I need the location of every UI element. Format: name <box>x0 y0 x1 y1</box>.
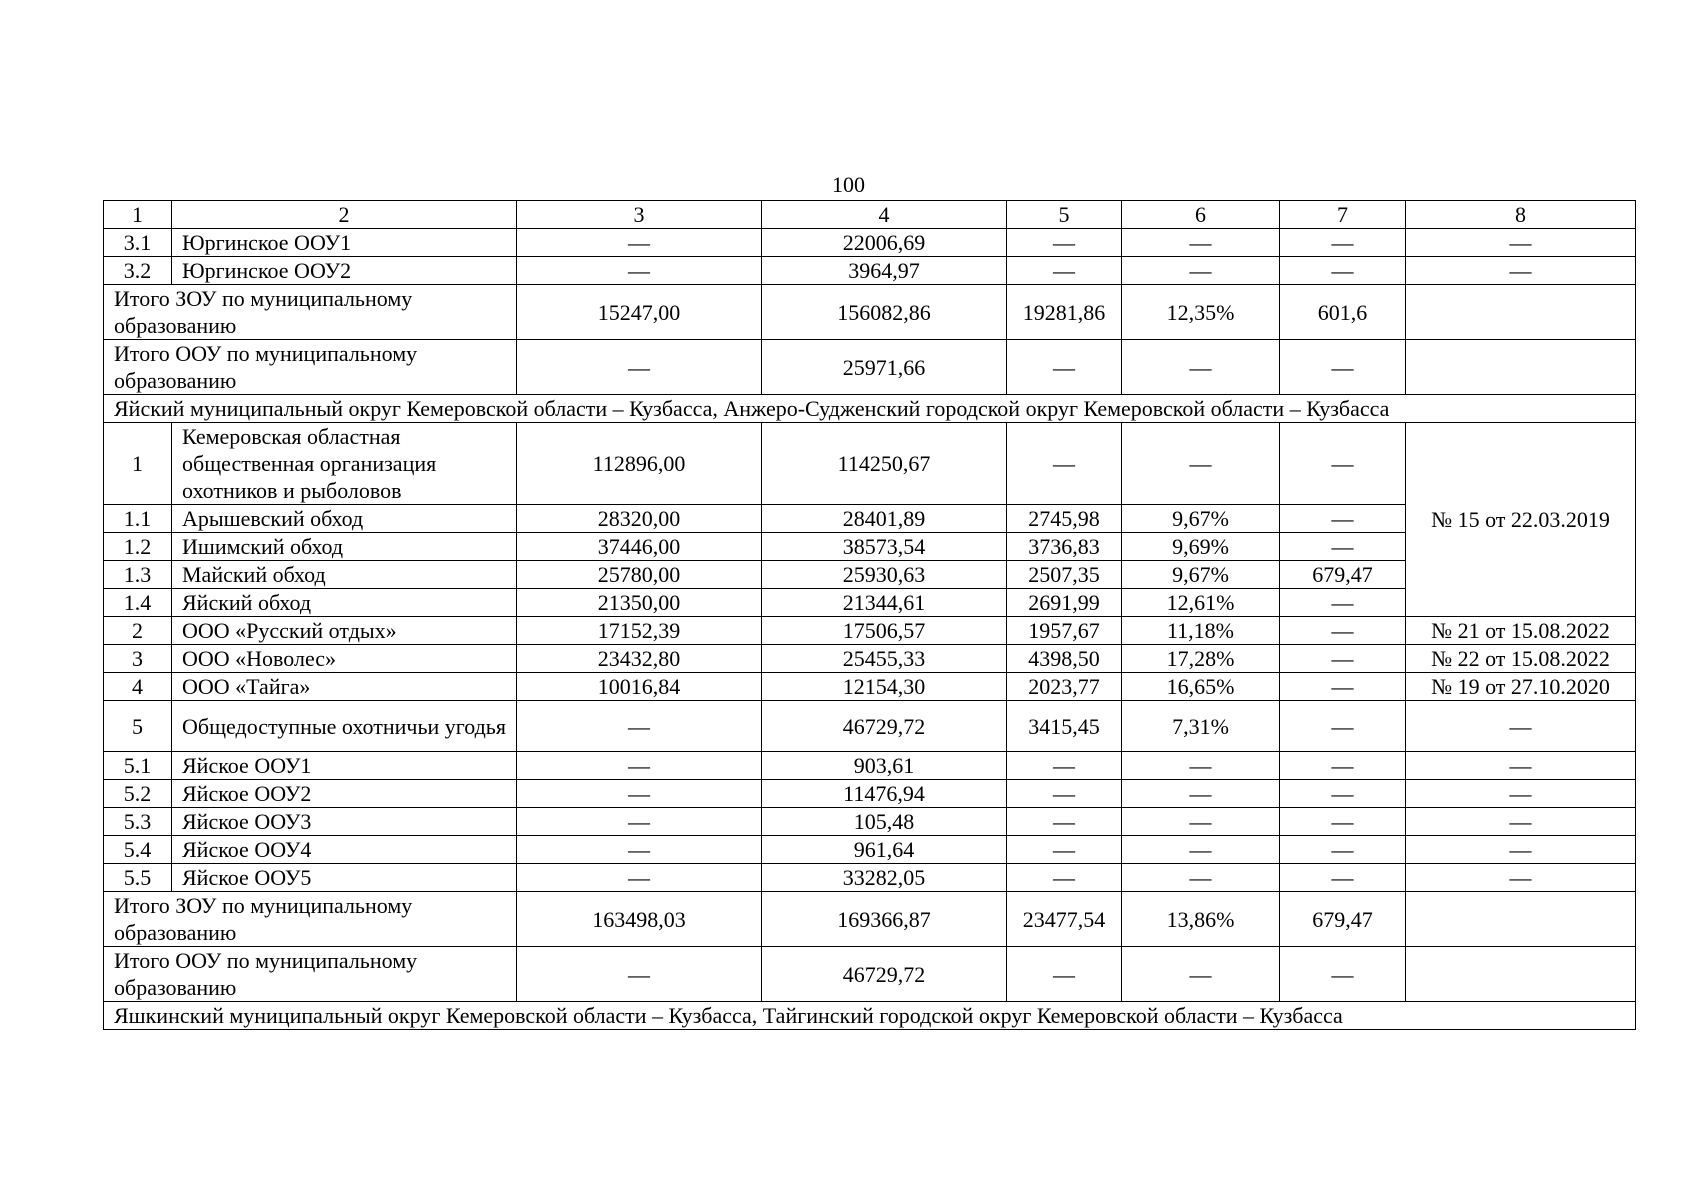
table-cell: 7,31% <box>1122 701 1280 752</box>
table-cell: 17152,39 <box>517 617 762 645</box>
table-cell: 5.2 <box>104 780 172 808</box>
table-cell: 28401,89 <box>762 505 1007 533</box>
table-cell: 9,67% <box>1122 505 1280 533</box>
table-row <box>104 780 1636 808</box>
table-cell: 5.1 <box>104 752 172 780</box>
table-cell: — <box>1280 505 1406 533</box>
table-cell: — <box>1122 836 1280 864</box>
table-row <box>104 701 1636 752</box>
table-cell: 1.4 <box>104 589 172 617</box>
table-cell: — <box>1406 701 1636 752</box>
table-cell: — <box>1280 752 1406 780</box>
table-cell: 9,69% <box>1122 533 1280 561</box>
table-cell: — <box>1007 808 1122 836</box>
table-row <box>104 423 1636 505</box>
table-cell: 11,18% <box>1122 617 1280 645</box>
table-cell: 25780,00 <box>517 561 762 589</box>
table-cell: — <box>517 808 762 836</box>
table-cell: 21344,61 <box>762 589 1007 617</box>
table-cell: — <box>1280 589 1406 617</box>
table-cell: 114250,67 <box>762 423 1007 505</box>
table-cell: № 22 от 15.08.2022 <box>1406 645 1636 673</box>
table-cell: — <box>1122 864 1280 892</box>
table-cell: 17,28% <box>1122 645 1280 673</box>
ground-name: Майский обход <box>172 561 517 589</box>
total-value: 13,86% <box>1122 892 1280 947</box>
table-cell: — <box>1406 780 1636 808</box>
table-cell: 23432,80 <box>517 645 762 673</box>
table-cell: 2023,77 <box>1007 673 1122 701</box>
table-cell: — <box>1406 257 1636 285</box>
total-row <box>104 285 1636 340</box>
table-cell: 46729,72 <box>762 701 1007 752</box>
total-row <box>104 947 1636 1002</box>
table-cell: 25930,63 <box>762 561 1007 589</box>
ground-name: ООО «Новолес» <box>172 645 517 673</box>
column-number-3: 3 <box>517 201 762 229</box>
table-cell: 12154,30 <box>762 673 1007 701</box>
table-cell: — <box>1007 423 1122 505</box>
total-value: 169366,87 <box>762 892 1007 947</box>
table-cell: 679,47 <box>1280 561 1406 589</box>
table-cell: 3415,45 <box>1007 701 1122 752</box>
table-cell: 3964,97 <box>762 257 1007 285</box>
table-cell: 105,48 <box>762 808 1007 836</box>
column-number-7: 7 <box>1280 201 1406 229</box>
table-row <box>104 864 1636 892</box>
table-row <box>104 617 1636 645</box>
table-row <box>104 808 1636 836</box>
table-cell: — <box>1007 752 1122 780</box>
hunting-grounds-table <box>103 200 1636 1030</box>
table-cell: — <box>1280 780 1406 808</box>
total-value: 25971,66 <box>762 340 1007 395</box>
column-number-1: 1 <box>104 201 172 229</box>
table-cell: 17506,57 <box>762 617 1007 645</box>
table-row <box>104 229 1636 257</box>
table-cell: — <box>1007 780 1122 808</box>
column-number-5: 5 <box>1007 201 1122 229</box>
total-value: 601,6 <box>1280 285 1406 340</box>
total-value: 23477,54 <box>1007 892 1122 947</box>
table-cell: — <box>1406 229 1636 257</box>
table-cell: 5.5 <box>104 864 172 892</box>
table-cell: — <box>517 836 762 864</box>
column-number-2: 2 <box>172 201 517 229</box>
total-label: Итого ООУ по муниципальному образованию <box>104 340 517 395</box>
section-title: Яйский муниципальный округ Кемеровской области – Кузбасса, Анжеро-Судженский городской округ Кемеровской области – Кузбасса <box>104 395 1636 423</box>
table-cell: 1.2 <box>104 533 172 561</box>
table-cell: — <box>517 780 762 808</box>
table-cell: — <box>1280 836 1406 864</box>
table-cell: 1.3 <box>104 561 172 589</box>
table-cell: — <box>1406 864 1636 892</box>
table-row <box>104 257 1636 285</box>
total-value: — <box>1280 947 1406 1002</box>
table-cell: — <box>1406 808 1636 836</box>
total-value: — <box>1122 947 1280 1002</box>
table-cell: 11476,94 <box>762 780 1007 808</box>
table-cell: 1957,67 <box>1007 617 1122 645</box>
table-cell: 2745,98 <box>1007 505 1122 533</box>
table-cell: — <box>1122 257 1280 285</box>
table-cell: № 19 от 27.10.2020 <box>1406 673 1636 701</box>
table-cell: 2 <box>104 617 172 645</box>
ground-name: ООО «Тайга» <box>172 673 517 701</box>
table-cell: — <box>1280 423 1406 505</box>
total-value: 12,35% <box>1122 285 1280 340</box>
table-cell: — <box>1280 645 1406 673</box>
table-cell: — <box>1122 229 1280 257</box>
table-cell: 9,67% <box>1122 561 1280 589</box>
table-cell: — <box>1280 701 1406 752</box>
column-number-4: 4 <box>762 201 1007 229</box>
table-cell: 2507,35 <box>1007 561 1122 589</box>
ground-name: Арышевский обход <box>172 505 517 533</box>
table-cell: — <box>517 701 762 752</box>
ground-name: Ишимский обход <box>172 533 517 561</box>
total-value: — <box>1007 947 1122 1002</box>
total-value: 156082,86 <box>762 285 1007 340</box>
table-cell: 3.2 <box>104 257 172 285</box>
column-number-6: 6 <box>1122 201 1280 229</box>
table-cell: — <box>1280 673 1406 701</box>
table-cell: — <box>517 864 762 892</box>
ground-name: Юргинское ООУ1 <box>172 229 517 257</box>
total-value: 15247,00 <box>517 285 762 340</box>
table-cell: — <box>1280 533 1406 561</box>
table-cell: — <box>517 257 762 285</box>
table-cell: — <box>1280 229 1406 257</box>
table-cell: 22006,69 <box>762 229 1007 257</box>
ground-name: Кемеровская областная общественная организация охотников и рыболовов <box>172 423 517 505</box>
table-row <box>104 645 1636 673</box>
table-cell: 16,65% <box>1122 673 1280 701</box>
table-cell: 28320,00 <box>517 505 762 533</box>
agreement-cell: № 15 от 22.03.2019 <box>1406 423 1636 617</box>
section-title: Яшкинский муниципальный округ Кемеровской области – Кузбасса, Тайгинский городской округ Кемеровской области – Кузбасса <box>104 1002 1636 1030</box>
ground-name: Общедоступные охотничьи угодья <box>172 701 517 752</box>
table-cell: 3 <box>104 645 172 673</box>
ground-name: Яйское ООУ5 <box>172 864 517 892</box>
total-row <box>104 340 1636 395</box>
table-cell: 5.4 <box>104 836 172 864</box>
ground-name: Яйский обход <box>172 589 517 617</box>
ground-name: Яйское ООУ2 <box>172 780 517 808</box>
table-cell: 21350,00 <box>517 589 762 617</box>
section-row <box>104 395 1636 423</box>
table-cell: — <box>1007 836 1122 864</box>
table-cell: — <box>1280 808 1406 836</box>
table-cell: — <box>1122 780 1280 808</box>
table-cell: 112896,00 <box>517 423 762 505</box>
table-cell: 25455,33 <box>762 645 1007 673</box>
total-value: — <box>1122 340 1280 395</box>
table-cell: — <box>1406 752 1636 780</box>
table-cell: 2691,99 <box>1007 589 1122 617</box>
total-value: 46729,72 <box>762 947 1007 1002</box>
ground-name: Юргинское ООУ2 <box>172 257 517 285</box>
total-value <box>1406 947 1636 1002</box>
table-cell: 1 <box>104 423 172 505</box>
column-number-8: 8 <box>1406 201 1636 229</box>
table-row <box>104 673 1636 701</box>
total-value: 19281,86 <box>1007 285 1122 340</box>
table-row <box>104 752 1636 780</box>
total-value: — <box>1280 340 1406 395</box>
table-cell: — <box>1122 808 1280 836</box>
table-cell: 1.1 <box>104 505 172 533</box>
total-label: Итого ООУ по муниципальному образованию <box>104 947 517 1002</box>
table-cell: 903,61 <box>762 752 1007 780</box>
table-cell: — <box>1007 229 1122 257</box>
table-cell: 5.3 <box>104 808 172 836</box>
table-cell: — <box>1122 752 1280 780</box>
table-cell: 10016,84 <box>517 673 762 701</box>
total-value <box>1406 340 1636 395</box>
table-cell: — <box>517 752 762 780</box>
total-row <box>104 892 1636 947</box>
ground-name: Яйское ООУ4 <box>172 836 517 864</box>
table-cell: — <box>517 229 762 257</box>
total-value <box>1406 892 1636 947</box>
total-value: 163498,03 <box>517 892 762 947</box>
table-cell: 4398,50 <box>1007 645 1122 673</box>
section-row <box>104 1002 1636 1030</box>
table-cell: — <box>1280 864 1406 892</box>
table-cell: — <box>1007 864 1122 892</box>
page-number: 100 <box>832 172 865 197</box>
total-value: — <box>517 340 762 395</box>
ground-name: ООО «Русский отдых» <box>172 617 517 645</box>
total-label: Итого ЗОУ по муниципальному образованию <box>104 285 517 340</box>
table-cell: 3.1 <box>104 229 172 257</box>
table-cell: — <box>1280 257 1406 285</box>
total-value: — <box>517 947 762 1002</box>
table-cell: 33282,05 <box>762 864 1007 892</box>
table-cell: 4 <box>104 673 172 701</box>
table-cell: — <box>1280 617 1406 645</box>
total-value: — <box>1007 340 1122 395</box>
table-row <box>104 836 1636 864</box>
table-cell: № 21 от 15.08.2022 <box>1406 617 1636 645</box>
table-cell: — <box>1406 836 1636 864</box>
total-value <box>1406 285 1636 340</box>
table-cell: 3736,83 <box>1007 533 1122 561</box>
header-row <box>104 201 1636 229</box>
table-cell: — <box>1122 423 1280 505</box>
ground-name: Яйское ООУ3 <box>172 808 517 836</box>
ground-name: Яйское ООУ1 <box>172 752 517 780</box>
table-cell: 37446,00 <box>517 533 762 561</box>
table-cell: 12,61% <box>1122 589 1280 617</box>
table-cell: 38573,54 <box>762 533 1007 561</box>
table-cell: 961,64 <box>762 836 1007 864</box>
total-value: 679,47 <box>1280 892 1406 947</box>
table-cell: — <box>1007 257 1122 285</box>
total-label: Итого ЗОУ по муниципальному образованию <box>104 892 517 947</box>
table-cell: 5 <box>104 701 172 752</box>
